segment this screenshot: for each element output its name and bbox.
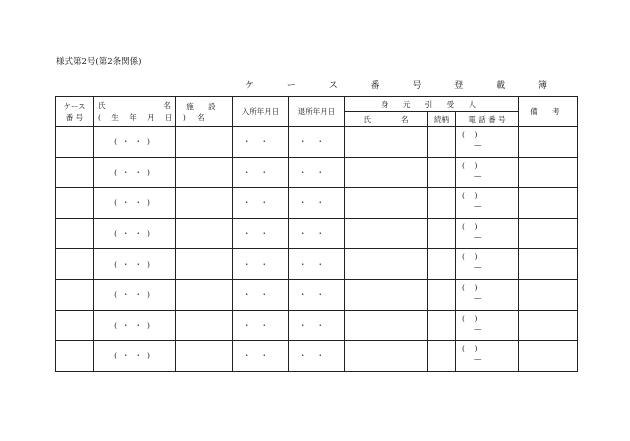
facility-cell[interactable]	[176, 218, 233, 249]
guarantor-name-last: 名	[401, 114, 409, 124]
case-number-cell[interactable]	[56, 157, 94, 188]
admission-date-cell[interactable]	[233, 127, 289, 158]
facility-cell[interactable]	[176, 157, 233, 188]
remarks-cell[interactable]	[519, 188, 578, 219]
document-title: ケ ー ス 番 号 登 載 簿	[245, 81, 563, 91]
case-register-table	[55, 96, 578, 372]
relation-cell[interactable]	[428, 157, 456, 188]
phone-cell[interactable]	[456, 249, 519, 280]
guarantor-name-cell[interactable]	[345, 188, 428, 219]
relation-cell[interactable]	[428, 218, 456, 249]
phone-number-line: —	[474, 140, 482, 149]
guarantor-name-cell[interactable]	[345, 157, 428, 188]
discharge-date-placeholder: ・・	[299, 259, 334, 269]
case-number-cell[interactable]	[56, 188, 94, 219]
case-number-cell[interactable]	[56, 310, 94, 341]
facility-cell[interactable]	[176, 127, 233, 158]
relation-cell[interactable]	[428, 341, 456, 372]
discharge-date-placeholder: ・・	[299, 167, 334, 177]
table-row	[56, 249, 578, 280]
guarantor-name-cell[interactable]	[345, 218, 428, 249]
admission-date-cell[interactable]	[233, 157, 289, 188]
name-header-first: 氏	[98, 101, 106, 110]
discharge-date-placeholder: ・・	[299, 229, 334, 239]
admission-date-header: 入所年月日	[233, 97, 289, 127]
phone-header: 電 話 番 号	[456, 112, 519, 127]
phone-number-line: —	[474, 262, 482, 272]
discharge-date-cell[interactable]	[289, 279, 345, 310]
phone-area-code: ( )	[462, 130, 478, 139]
name-header	[94, 97, 190, 127]
table-row	[56, 279, 578, 310]
birthdate-placeholder: (・・)	[114, 198, 155, 208]
birthdate-placeholder: (・・)	[114, 290, 155, 300]
discharge-date-cell[interactable]	[289, 249, 345, 280]
birthdate-header: ( 生 年 月 日 )	[98, 113, 190, 122]
birthdate-placeholder: (・・)	[114, 167, 155, 177]
admission-date-placeholder: ・・	[243, 229, 278, 239]
discharge-date-header: 退所年月日	[289, 97, 345, 127]
phone-number-line: —	[474, 354, 482, 364]
discharge-date-cell[interactable]	[289, 341, 345, 372]
phone-cell[interactable]	[456, 341, 519, 372]
birthdate-placeholder: (・・)	[114, 137, 155, 147]
facility-header: 施 設 名	[176, 97, 233, 127]
admission-date-placeholder: ・・	[243, 167, 278, 177]
phone-cell[interactable]	[456, 157, 519, 188]
case-number-header-line2: 番 号	[65, 112, 84, 122]
birthdate-cell[interactable]	[94, 188, 176, 219]
admission-date-cell[interactable]	[233, 188, 289, 219]
discharge-date-placeholder: ・・	[299, 320, 334, 330]
guarantor-name-cell[interactable]	[345, 249, 428, 280]
case-number-header	[56, 97, 94, 127]
relation-cell[interactable]	[428, 249, 456, 280]
birthdate-placeholder: (・・)	[114, 259, 155, 269]
phone-area-code: ( )	[462, 313, 478, 323]
relation-cell[interactable]	[428, 310, 456, 341]
facility-cell[interactable]	[176, 341, 233, 372]
facility-cell[interactable]	[176, 310, 233, 341]
admission-date-cell[interactable]	[233, 249, 289, 280]
remarks-cell[interactable]	[519, 249, 578, 280]
birthdate-cell[interactable]	[94, 279, 176, 310]
phone-cell[interactable]	[456, 218, 519, 249]
facility-cell[interactable]	[176, 249, 233, 280]
admission-date-placeholder: ・・	[243, 198, 278, 208]
guarantor-name-cell[interactable]	[345, 279, 428, 310]
discharge-date-placeholder: ・・	[299, 290, 334, 300]
phone-number-line: —	[474, 201, 482, 211]
admission-date-cell[interactable]	[233, 218, 289, 249]
birthdate-cell[interactable]	[94, 218, 176, 249]
phone-number-line: —	[474, 323, 482, 333]
guarantor-name-cell[interactable]	[345, 310, 428, 341]
phone-cell[interactable]	[456, 279, 519, 310]
remarks-cell[interactable]	[519, 310, 578, 341]
guarantor-name-cell[interactable]	[345, 341, 428, 372]
birthdate-cell[interactable]	[94, 341, 176, 372]
birthdate-cell[interactable]	[94, 310, 176, 341]
remarks-cell[interactable]	[519, 279, 578, 310]
phone-number-line: —	[474, 292, 482, 302]
table-row	[56, 341, 578, 372]
phone-area-code: ( )	[462, 160, 478, 170]
admission-date-cell[interactable]	[233, 279, 289, 310]
remarks-cell[interactable]	[519, 127, 578, 158]
birthdate-placeholder: (・・)	[114, 320, 155, 330]
birthdate-cell[interactable]	[94, 157, 176, 188]
discharge-date-cell[interactable]	[289, 127, 345, 158]
admission-date-placeholder: ・・	[243, 259, 278, 269]
admission-date-placeholder: ・・	[243, 290, 278, 300]
table-row	[56, 218, 578, 249]
guarantor-name-cell[interactable]	[345, 127, 428, 158]
discharge-date-placeholder: ・・	[299, 198, 334, 208]
guarantor-name-header	[345, 112, 428, 127]
discharge-date-placeholder: ・・	[299, 351, 334, 361]
phone-area-code: ( )	[462, 191, 478, 201]
discharge-date-cell[interactable]	[289, 188, 345, 219]
relation-cell[interactable]	[428, 188, 456, 219]
admission-date-cell[interactable]	[233, 310, 289, 341]
remarks-header: 備 考	[519, 97, 578, 127]
admission-date-cell[interactable]	[233, 341, 289, 372]
remarks-cell[interactable]	[519, 157, 578, 188]
guarantor-header: 身 元 引 受 人	[345, 97, 519, 112]
birthdate-placeholder: (・・)	[114, 351, 155, 361]
phone-area-code: ( )	[462, 282, 478, 292]
admission-date-placeholder: ・・	[243, 320, 278, 330]
phone-area-code: ( )	[462, 221, 478, 231]
relation-header: 続柄	[428, 112, 456, 127]
discharge-date-cell[interactable]	[289, 157, 345, 188]
phone-cell[interactable]	[456, 310, 519, 341]
birthdate-cell[interactable]	[94, 127, 176, 158]
remarks-cell[interactable]	[519, 218, 578, 249]
case-number-cell[interactable]	[56, 218, 94, 249]
phone-area-code: ( )	[462, 344, 478, 354]
table-row	[56, 127, 578, 158]
case-number-header-line1: ケース	[63, 101, 86, 111]
table-row	[56, 157, 578, 188]
phone-number-line: —	[474, 170, 482, 180]
admission-date-placeholder: ・・	[243, 351, 278, 361]
table-row	[56, 188, 578, 219]
phone-cell[interactable]	[456, 188, 519, 219]
discharge-date-cell[interactable]	[289, 310, 345, 341]
birthdate-cell[interactable]	[94, 249, 176, 280]
birthdate-placeholder: (・・)	[114, 229, 155, 239]
form-label: 様式第2号(第2条関係)	[56, 57, 142, 67]
case-number-cell[interactable]	[56, 127, 94, 158]
relation-cell[interactable]	[428, 279, 456, 310]
phone-number-line: —	[474, 231, 482, 241]
remarks-cell[interactable]	[519, 341, 578, 372]
facility-cell[interactable]	[176, 188, 233, 219]
table-row	[56, 310, 578, 341]
discharge-date-cell[interactable]	[289, 218, 345, 249]
guarantor-name-first: 氏	[363, 114, 371, 124]
phone-area-code: ( )	[462, 252, 478, 262]
phone-cell[interactable]	[456, 127, 519, 158]
case-number-cell[interactable]	[56, 279, 94, 310]
discharge-date-placeholder: ・・	[299, 137, 334, 147]
facility-cell[interactable]	[176, 279, 233, 310]
name-header-last: 名	[163, 101, 171, 110]
case-number-cell[interactable]	[56, 341, 94, 372]
relation-cell[interactable]	[428, 127, 456, 158]
admission-date-placeholder: ・・	[243, 137, 278, 147]
case-number-cell[interactable]	[56, 249, 94, 280]
